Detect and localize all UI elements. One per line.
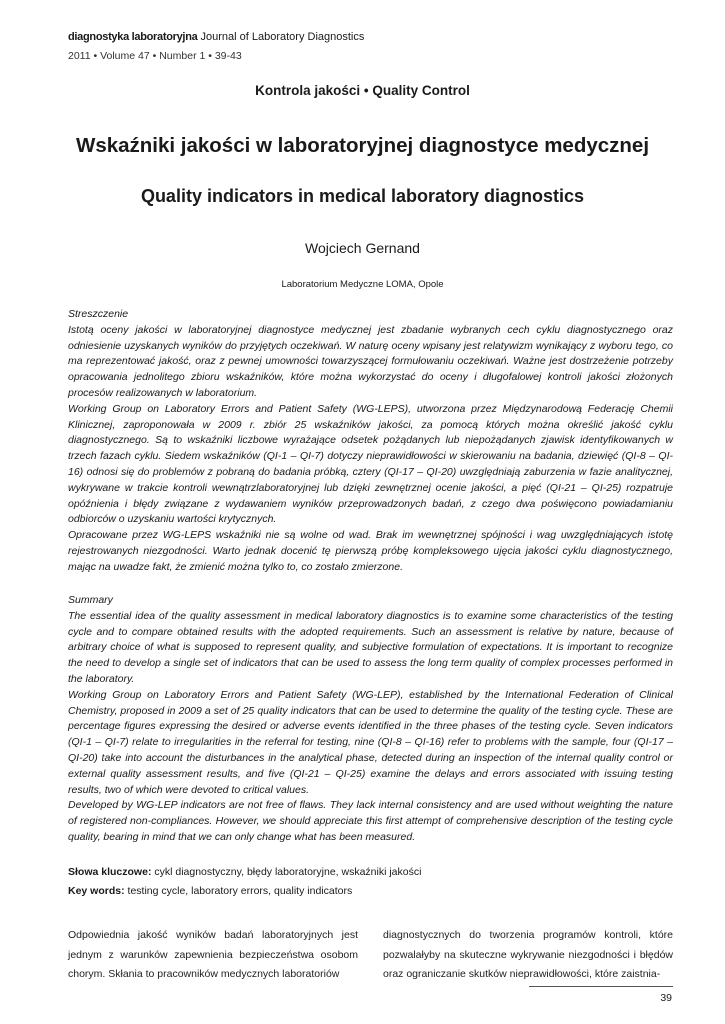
abstract-paragraph: Istotą oceny jakości w laboratoryjnej diagnostyce medycznej jest zbadanie wybranych cech cyklu diagnostycznego oraz odniesienie uzyskanych wyników do przyjętych oczekiwań. W naturę oceny wpisany jest relatywizm wynikający z wyboru tego, co ma reprezentować jakość, oraz z pewnej umowności towarzyszącej formułowaniu oczekiwań. Ważne jest dostrzeżenie potrzeby opracowania jednolitego zbioru wskaźników, które można wykorzystać do oceny i długofalowej kontroli jakości złożonych procesów realizowanych w laboratorium. <box>68 323 673 399</box>
journal-name: Journal of Laboratory Diagnostics <box>200 31 365 43</box>
keywords-polish-text: cykl diagnostyczny, błędy laboratoryjne, wskaźniki jakości <box>151 866 422 878</box>
keywords-english <box>68 885 352 897</box>
summary-paragraph: The essential idea of the quality assessment in medical laboratory diagnostics is to examine some characteristics of the testing cycle and to compare obtained results with the adopted requirements. Such an assessment is relative by nature, because of arbitrary choice of what is supposed to represent quality, and subjective formulation of expectations. It is important to recognize the need to develop a single set of indicators that can be used to assess the long term quality of complex processes performed in the laboratory. <box>68 609 673 685</box>
footer-rule <box>529 986 673 987</box>
keywords-english-text: testing cycle, laboratory errors, quality indicators <box>124 885 353 897</box>
keywords-english-label: Key words: <box>68 885 125 897</box>
journal-header <box>68 31 364 43</box>
issue-info: 2011 • Volume 47 • Number 1 • 39-43 <box>68 50 242 62</box>
keywords-polish-label: Słowa kluczowe: <box>68 866 152 878</box>
abstract-paragraph: Opracowane przez WG-LEPS wskaźniki nie są wolne od wad. Brak im wewnętrznej spójności i wag uwzględniających istotę rejestrowanych niezgodności. Warto jednak docenić tę pierwszą próbę kompleksowego ujęcia jakości cyklu diagnostycznego, mając na uwadze fakt, że zmienić można tylko to, co zostało zmierzone. <box>68 529 673 573</box>
abstract-english <box>68 593 673 846</box>
title-english: Quality indicators in medical laboratory diagnostics <box>140 186 585 206</box>
section-heading: Kontrola jakości • Quality Control <box>255 83 470 98</box>
summary-paragraph: Working Group on Laboratory Errors and Patient Safety (WG-LEP), established by the International Federation of Clinical Chemistry, proposed in 2009 a set of 25 quality indicators that can be used to determine the quality of the testing cycle. These are percentage figures expressing the desired or adverse events identified in the three phases of the testing cycle. Seven indicators (QI-1 – QI-7) relate to irregularities in the referral for testing, nine (QI-8 – QI-16) refer to problems with the sample, four (QI-17 – QI-20) take into account the disturbances in the analytical phase, detected during an inspection of the internal quality control or external quality assessment results, and five (QI-21 – QI-25) examine the delays and errors associated with issuing testing results, two of which were devoted to critical values. <box>68 688 673 796</box>
abstract-paragraph: Working Group on Laboratory Errors and Patient Safety (WG-LEPS), utworzona przez Międzynarodową Federację Chemii Klinicznej, zaproponowała w 2009 r. zbiór 25 wskaźników jakości, za pomocą których można określić jakość cyklu diagnostycznego. Są to wskaźniki liczbowe wyrażające odsetek pożądanych lub niepożądanych zjawisk identyfikowanych w trzech fazach cyklu. Siedem wskaźników (QI-1 – QI-7) dotyczy nieprawidłowości w skierowaniu na badania, dziewięć (QI-8 – QI-16) odnosi się do problemów z pobraną do badania próbką, cztery (QI-17 – QI-20) uwzględniają zaburzenia w fazie analitycznej, wykrywane w trakcie kontroli wewnątrzlaboratoryjnej lub dzięki zewnętrznej ocenie jakości, a pięć (QI-21 – QI-25) rozpatruje opóźnienia i błędy związane z wydawaniem wyników przeprowadzonych badań, z czego dwa poświęcono powiadamianiu odbiorców o uzyskaniu wartości krytycznych. <box>68 402 673 526</box>
abstract-polish <box>68 307 673 576</box>
author-affiliation: Laboratorium Medyczne LOMA, Opole <box>281 279 444 290</box>
body-column-right: diagnostycznych do tworzenia programów kontroli, które pozwalałyby na skuteczne wykrywanie niezgodności i błędów oraz ograniczanie skutków nieprawidłowości, które zaistnia- <box>383 929 673 980</box>
summary-heading: Summary <box>68 594 113 606</box>
summary-paragraph: Developed by WG-LEP indicators are not free of flaws. They lack internal consistency and are used without weighting the nature of registered non-compliances. However, we should appreciate this first attempt of comprehensive description of the testing cycle quality, bearing in mind that we can only change what has been measured. <box>68 799 673 843</box>
title-polish: Wskaźniki jakości w laboratoryjnej diagnostyce medycznej <box>75 134 650 157</box>
author-name: Wojciech Gernand <box>305 240 420 256</box>
keywords-polish <box>68 866 421 878</box>
journal-brand: diagnostyka laboratoryjna <box>68 31 198 43</box>
body-column-left: Odpowiednia jakość wyników badań laboratoryjnych jest jednym z warunków zapewnienia bezpieczeństwa osobom chorym. Skłania to pracowników medycznych laboratoriów <box>68 929 358 980</box>
abstract-heading: Streszczenie <box>68 308 129 320</box>
page-number: 39 <box>660 992 672 1004</box>
